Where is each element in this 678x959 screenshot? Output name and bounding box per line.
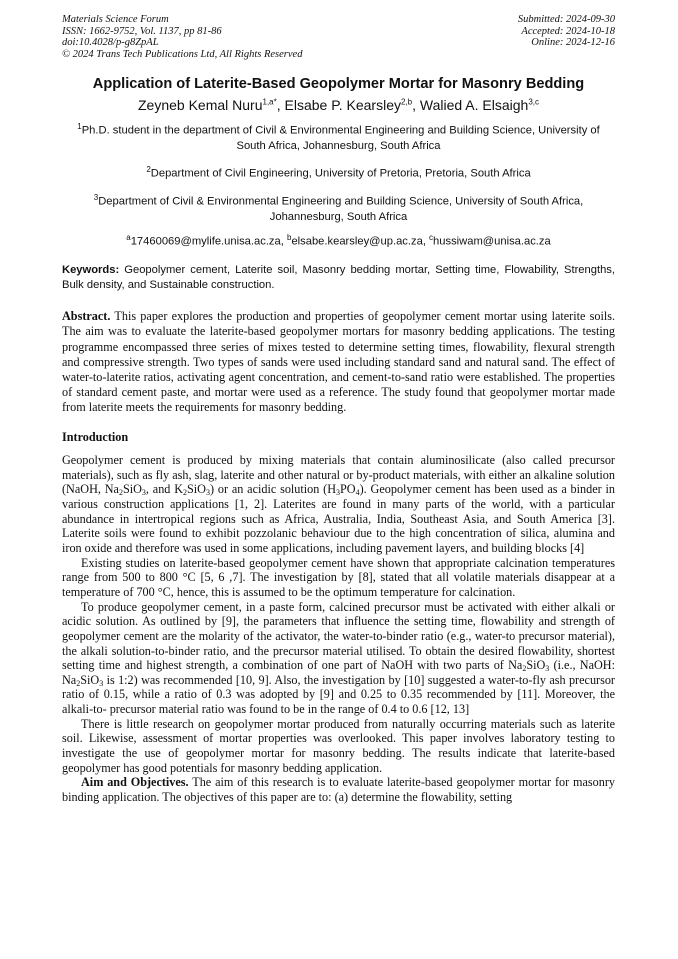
issn: ISSN: 1662-9752, Vol. 1137, pp 81-86 bbox=[62, 25, 222, 37]
affiliation-text: Department of Civil & Environmental Engineering and Building Science, University of South Africa, Johannesburg, South Africa bbox=[98, 195, 584, 223]
keywords bbox=[62, 263, 615, 293]
author-sup: 1,a* bbox=[262, 97, 277, 107]
paragraph: To produce geopolymer cement, in a paste form, calcined precursor must be activated with either alkali or acidic solution. As outlined by [9], the parameters that influence the setting time, flowability and strength of geopolymer cement are the molarity of the activator, the water-to-binder ratio (e.g., water-to precursor material), the alkali solution-to-binder ratio, and the precursor material utilised. To obtain the desired flowability, shortest setting time and highest strength, a combination of one part of NaOH with two parts of $Na_2SiO_3$ (i.e., NaOH: $Na_2SiO_3$ is 1:2) was recommended [10, 9]. Also, the investigation by [10] suggested a water-to-fly ash precursor ratio of 0.15, while a ratio of 0.3 was adopted by [9] and 0.25 to 0.35 recommended by [11]. Moreover, the alkali-to- precursor material ratio was found to be in the range of 0.4 to 0.6 [12, 13] bbox=[62, 599, 615, 717]
submitted-date: Submitted: 2024-09-30 bbox=[517, 14, 615, 25]
section-heading-introduction: Introduction bbox=[62, 429, 129, 444]
affiliation-sup: 1 bbox=[77, 122, 82, 132]
email-sup: a bbox=[126, 232, 131, 242]
author-name: Elsabe P. Kearsley bbox=[284, 97, 401, 114]
affiliation bbox=[62, 119, 615, 154]
email-sup: c bbox=[429, 232, 434, 242]
affiliation-text: Ph.D. student in the department of Civil & Environmental Engineering and Building Science, University of South Africa, Johannesburg, South Africa bbox=[81, 125, 600, 153]
email-link[interactable]: hussiwam@unisa.ac.za bbox=[433, 235, 551, 248]
paragraph: Existing studies on laterite-based geopolymer cement have shown that appropriate calcination temperatures range from 500 to 800 °C [5, 6 ,7]. The investigation by [8], stated that all volatile materials disappear at a temperature of 700 °C, hence, this is assumed to be the optimum temperature for calcination. bbox=[62, 555, 615, 599]
keywords-label: Keywords: bbox=[62, 264, 120, 277]
email-link[interactable]: 17460069@mylife.unisa.ac.za bbox=[130, 235, 281, 248]
paper-page bbox=[62, 14, 615, 805]
author-list: Zeyneb Kemal Nuru$^{1,a*}$, Elsabe P. Kearsley$^{2,b}$, Walied A. Elsaigh$^{3,c}$ bbox=[137, 97, 540, 114]
email-list: $^a$17460069@mylife.unisa.ac.za, $^b$elsabe.kearsley@up.ac.za, $^c$hussiwam@unisa.ac.za bbox=[126, 232, 551, 248]
affiliation bbox=[62, 190, 615, 225]
abstract-text: This paper explores the production and properties of geopolymer cement mortar using laterite soils. The aim was to evaluate the laterite-based geopolymer mortars for masonry bedding applications. The testing programme encompassed three series of mixes tested to determine setting times, flowability, flexural strength and compressive strength. Two types of sands were used including standard sand and natural sand. The effect of water-to-laterite ratios, activating agent concentration, and cement-to-sand ratio were established. The properties of standard cement paste, and mortar were used as a reference. The study found that geopolymer mortar made from laterite meets the requirements for masonry bedding. bbox=[62, 309, 616, 414]
paragraph: Geopolymer cement is produced by mixing materials that contain aluminosilicate (also called precursor materials), such as fly ash, slag, laterite and other natural or by-product materials, with either an alkaline solution (NaOH, $Na_2SiO_3$, and $K_2SiO_3$) or an acidic solution $(H_3PO_4)$. Geopolymer cement has been used as a binder in various construction applications [1, 2]. Laterites are found in many parts of the world, with a particular abundance in intertropical regions such as Africa, Australia, India, Southeast Asia, and South America [3]. Laterite soils were found to exhibit pozzolanic behaviour due to the high concentration of silica, alumina and iron oxide and therefore was used in some applications, including pavement layers, and building blocks [4] bbox=[62, 452, 615, 555]
abstract bbox=[62, 309, 615, 415]
abstract-label: Abstract. bbox=[62, 309, 111, 324]
journal-name: Materials Science Forum bbox=[62, 14, 169, 25]
keywords-text: Geopolymer cement, Laterite soil, Masonry bedding mortar, Setting time, Flowability, Strengths, Bulk density, and Sustainable construction. bbox=[62, 264, 616, 292]
author-name: Walied A. Elsaigh bbox=[419, 97, 529, 114]
accepted-date: Accepted: 2024-10-18 bbox=[521, 25, 615, 37]
email-link[interactable]: elsabe.kearsley@up.ac.za bbox=[291, 235, 423, 248]
online-date: Online: 2024-12-16 bbox=[531, 37, 615, 49]
author-sup: 2,b bbox=[401, 97, 413, 107]
affiliation bbox=[62, 162, 615, 182]
affiliation-sup: 2 bbox=[146, 165, 151, 175]
dates-info bbox=[518, 14, 615, 60]
affiliation-sup: 3 bbox=[93, 192, 99, 202]
email-sup: b bbox=[286, 232, 292, 242]
aim-label: Aim and Objectives. bbox=[81, 775, 189, 790]
journal-info bbox=[62, 14, 302, 60]
author-name: Zeyneb Kemal Nuru bbox=[137, 97, 263, 114]
affiliation-text: Department of Civil Engineering, University of Pretoria, Pretoria, South Africa bbox=[150, 167, 531, 180]
paper-title: Application of Laterite-Based Geopolymer Mortar for Masonry Bedding bbox=[92, 76, 585, 93]
doi: doi:10.4028/p-g8ZpAL bbox=[62, 37, 159, 49]
paragraph: Aim and Objectives. The aim of this research is to evaluate laterite-based geopolymer mortar for masonry binding application. The objectives of this paper are to: (a) determine the flowability, setting bbox=[62, 775, 615, 805]
copyright: © 2024 Trans Tech Publications Ltd, All Rights Reserved bbox=[62, 48, 303, 60]
author-sup: 3,c bbox=[528, 97, 540, 107]
paragraph: There is little research on geopolymer mortar produced from naturally occurring materials such as laterite soil. Likewise, assessment of mortar properties was overlooked. This paper involves laboratory testing to investigate the use of geopolymer mortar for masonry bedding. The results indicate that laterite-based geopolymer has good potentials for masonry bedding application. bbox=[62, 716, 615, 775]
running-header bbox=[62, 14, 615, 60]
